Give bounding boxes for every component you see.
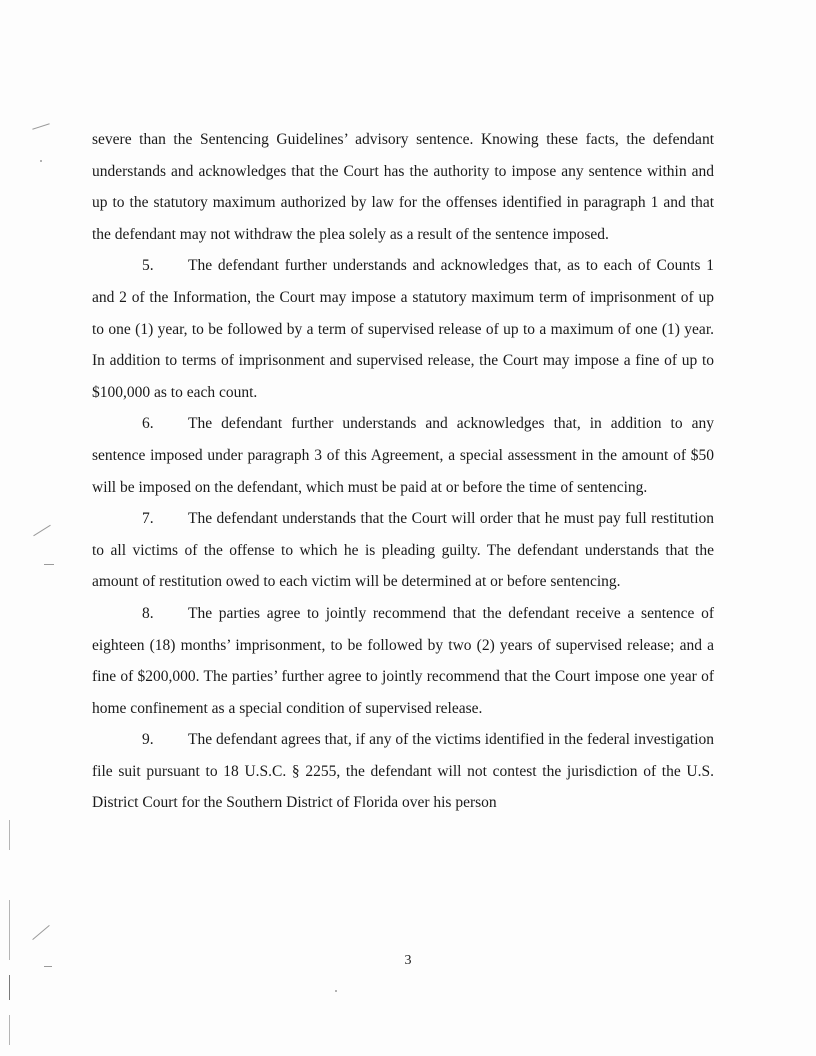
paragraph-number: 6. bbox=[142, 415, 154, 433]
paragraph-text: severe than the Sentencing Guidelines’ advisory sentence. Knowing these facts, the defendant understands and acknowledges that the Court has the authority to impose any sentence within and up to the statutory maximum authorized by law for the offenses identified in paragraph 1 and that the defendant may not withdraw the plea solely as a result of the sentence imposed. bbox=[92, 131, 714, 243]
scan-mark bbox=[32, 123, 49, 130]
scan-mark bbox=[9, 975, 10, 1000]
paragraph-number: 5. bbox=[142, 257, 154, 275]
paragraph-7 bbox=[92, 503, 714, 598]
scan-mark bbox=[33, 525, 50, 536]
scan-mark bbox=[9, 900, 10, 960]
paragraph-number: 9. bbox=[142, 731, 154, 749]
document-body bbox=[92, 124, 714, 819]
paragraph-text: The defendant further understands and acknowledges that, in addition to any sentence imposed under paragraph 3 of this Agreement, a special assessment in the amount of $50 will be imposed on the defendant, which must be paid at or before the time of sentencing. bbox=[92, 415, 714, 496]
scan-mark bbox=[44, 564, 54, 565]
paragraph-text: The defendant agrees that, if any of the victims identified in the federal investigation file suit pursuant to 18 U.S.C. § 2255, the defendant will not contest the jurisdiction of the U.S. District Court for the Southern District of Florida over his person bbox=[92, 731, 714, 812]
scan-mark bbox=[32, 925, 49, 940]
paragraph-text: The parties agree to jointly recommend that the defendant receive a sentence of eighteen (18) months’ imprisonment, to be followed by two (2) years of supervised release; and a fine of $200,000. The parties’ further agree to jointly recommend that the Court impose one year of home confinement as a special condition of supervised release. bbox=[92, 604, 714, 717]
paragraph-continued bbox=[92, 124, 714, 250]
paragraph-6 bbox=[92, 408, 714, 503]
page-number: 3 bbox=[404, 953, 412, 968]
paragraph-9 bbox=[92, 724, 714, 819]
scan-mark bbox=[9, 820, 10, 850]
scan-mark bbox=[44, 966, 52, 967]
paragraph-number: 8. bbox=[142, 604, 154, 622]
scan-mark bbox=[335, 990, 337, 992]
paragraph-text: The defendant further understands and acknowledges that, as to each of Counts 1 and 2 of the Information, the Court may impose a statutory maximum term of imprisonment of up to one (1) year, to be followed by a term of supervised release of up to a maximum of one (1) year. In addition to terms of imprisonment and supervised release, the Court may impose a fine of up to $100,000 as to each count. bbox=[92, 257, 714, 401]
scan-mark bbox=[9, 1015, 10, 1045]
paragraph-8 bbox=[92, 598, 714, 724]
paragraph-number: 7. bbox=[142, 510, 154, 528]
paragraph-text: The defendant understands that the Court will order that he must pay full restitution to all victims of the offense to which he is pleading guilty. The defendant understands that the amount of restitution owed to each victim will be determined at or before sentencing. bbox=[92, 510, 714, 591]
paragraph-5 bbox=[92, 250, 714, 408]
scan-mark bbox=[40, 160, 42, 162]
